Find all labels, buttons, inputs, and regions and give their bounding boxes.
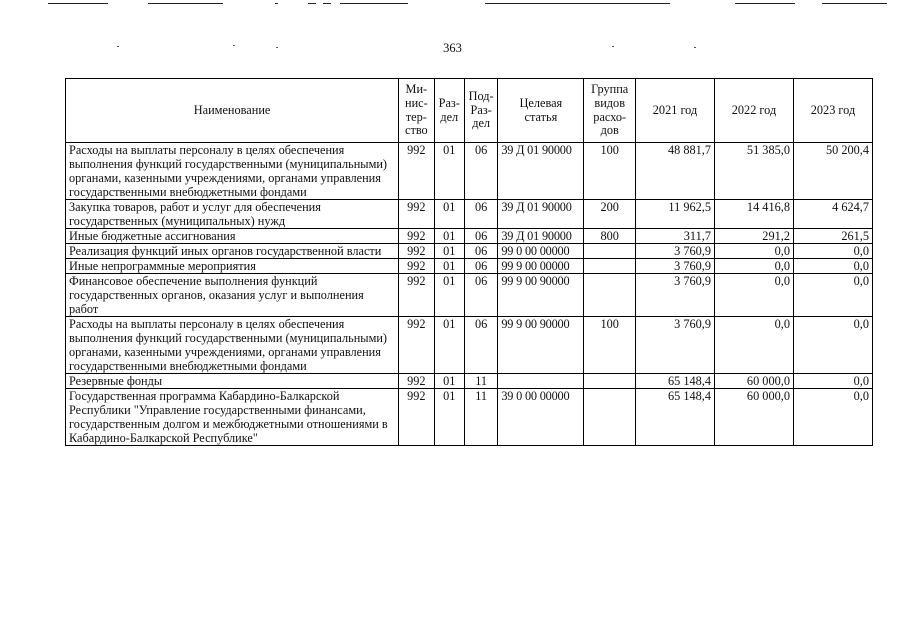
cell-2021: 65 148,4 — [636, 389, 715, 446]
cell-section: 01 — [434, 143, 464, 200]
cell-subsection: 06 — [464, 259, 497, 274]
cell-ministry: 992 — [399, 143, 434, 200]
cell-expense-group: 800 — [584, 229, 636, 244]
cell-ministry: 992 — [399, 274, 434, 317]
col-header-2022: 2022 год — [715, 79, 794, 143]
cell-ministry: 992 — [399, 244, 434, 259]
table-row — [66, 317, 873, 374]
cell-2023: 4 624,7 — [793, 200, 872, 229]
cell-2022: 60 000,0 — [715, 374, 794, 389]
table-row — [66, 274, 873, 317]
cell-2023: 0,0 — [793, 274, 872, 317]
table-row — [66, 244, 873, 259]
cell-expense-group — [584, 259, 636, 274]
cell-subsection: 06 — [464, 200, 497, 229]
cell-2023: 0,0 — [793, 374, 872, 389]
cell-subsection: 11 — [464, 374, 497, 389]
cell-2023: 261,5 — [793, 229, 872, 244]
col-header-name: Наименование — [66, 79, 399, 143]
cell-name: Расходы на выплаты персоналу в целях обеспечения выполнения функций государственными (муниципальными) органами, казенными учреждениями, органами управления государственными внебюджетными фондами — [66, 317, 399, 374]
cell-2022: 0,0 — [715, 274, 794, 317]
table-row — [66, 374, 873, 389]
cell-2021: 3 760,9 — [636, 317, 715, 374]
cell-ministry: 992 — [399, 200, 434, 229]
cell-target-article: 99 9 00 90000 — [498, 317, 584, 374]
cell-target-article: 99 0 00 00000 — [498, 244, 584, 259]
cell-section: 01 — [434, 317, 464, 374]
table-row — [66, 229, 873, 244]
cell-2022: 291,2 — [715, 229, 794, 244]
cell-name: Закупка товаров, работ и услуг для обеспечения государственных (муниципальных) нужд — [66, 200, 399, 229]
cell-target-article: 39 0 00 00000 — [498, 389, 584, 446]
cell-expense-group — [584, 374, 636, 389]
cell-target-article: 39 Д 01 90000 — [498, 143, 584, 200]
cell-name: Иные непрограммные мероприятия — [66, 259, 399, 274]
cell-section: 01 — [434, 374, 464, 389]
cell-2021: 3 760,9 — [636, 244, 715, 259]
cell-target-article: 99 9 00 90000 — [498, 274, 584, 317]
table-row — [66, 200, 873, 229]
cell-name: Финансовое обеспечение выполнения функций государственных органов, оказания услуг и выполнения работ — [66, 274, 399, 317]
cell-subsection: 06 — [464, 317, 497, 374]
table-row — [66, 143, 873, 200]
table-header-row — [66, 79, 873, 143]
cell-target-article: 39 Д 01 90000 — [498, 229, 584, 244]
cell-ministry: 992 — [399, 389, 434, 446]
cell-expense-group: 100 — [584, 317, 636, 374]
col-header-section: Раз- дел — [434, 79, 464, 143]
cell-2023: 50 200,4 — [793, 143, 872, 200]
cell-2022: 60 000,0 — [715, 389, 794, 446]
cell-target-article: 99 9 00 00000 — [498, 259, 584, 274]
cell-2023: 0,0 — [793, 317, 872, 374]
cell-2022: 0,0 — [715, 317, 794, 374]
cell-ministry: 992 — [399, 259, 434, 274]
budget-table — [65, 78, 873, 446]
cell-expense-group — [584, 389, 636, 446]
cell-name: Государственная программа Кабардино-Балкарской Республики "Управление государственными финансами, государственным долгом и межбюджетными отношениями в Кабардино-Балкарской Республике" — [66, 389, 399, 446]
cell-section: 01 — [434, 200, 464, 229]
page-number: 363 — [443, 41, 462, 55]
col-header-ministry: Ми- нис- тер- ство — [399, 79, 434, 143]
cell-2021: 3 760,9 — [636, 274, 715, 317]
cell-section: 01 — [434, 259, 464, 274]
cell-expense-group: 100 — [584, 143, 636, 200]
col-header-target-article: Целевая статья — [498, 79, 584, 143]
cell-expense-group: 200 — [584, 200, 636, 229]
cell-section: 01 — [434, 229, 464, 244]
cell-subsection: 06 — [464, 244, 497, 259]
cell-name: Резервные фонды — [66, 374, 399, 389]
cell-2022: 0,0 — [715, 244, 794, 259]
cell-section: 01 — [434, 244, 464, 259]
cell-2022: 0,0 — [715, 259, 794, 274]
cell-subsection: 11 — [464, 389, 497, 446]
cell-name: Расходы на выплаты персоналу в целях обеспечения выполнения функций государственными (муниципальными) органами, казенными учреждениями, органами управления государственными внебюджетными фондами — [66, 143, 399, 200]
cell-target-article — [498, 374, 584, 389]
cell-target-article: 39 Д 01 90000 — [498, 200, 584, 229]
cell-2023: 0,0 — [793, 389, 872, 446]
cell-section: 01 — [434, 274, 464, 317]
cell-name: Иные бюджетные ассигнования — [66, 229, 399, 244]
col-header-2021: 2021 год — [636, 79, 715, 143]
cell-subsection: 06 — [464, 274, 497, 317]
col-header-subsection: Под- Раз- дел — [464, 79, 497, 143]
cell-expense-group — [584, 244, 636, 259]
cell-subsection: 06 — [464, 229, 497, 244]
cell-ministry: 992 — [399, 229, 434, 244]
col-header-2023: 2023 год — [793, 79, 872, 143]
cell-2021: 48 881,7 — [636, 143, 715, 200]
table-row — [66, 259, 873, 274]
col-header-expense-group: Группа видов расхо- дов — [584, 79, 636, 143]
cell-ministry: 992 — [399, 374, 434, 389]
cell-2022: 51 385,0 — [715, 143, 794, 200]
cell-name: Реализация функций иных органов государственной власти — [66, 244, 399, 259]
cell-2021: 3 760,9 — [636, 259, 715, 274]
cell-subsection: 06 — [464, 143, 497, 200]
cell-ministry: 992 — [399, 317, 434, 374]
cell-section: 01 — [434, 389, 464, 446]
cell-2021: 11 962,5 — [636, 200, 715, 229]
cell-expense-group — [584, 274, 636, 317]
table-row — [66, 389, 873, 446]
cell-2021: 311,7 — [636, 229, 715, 244]
cell-2021: 65 148,4 — [636, 374, 715, 389]
cell-2022: 14 416,8 — [715, 200, 794, 229]
cell-2023: 0,0 — [793, 259, 872, 274]
cell-2023: 0,0 — [793, 244, 872, 259]
